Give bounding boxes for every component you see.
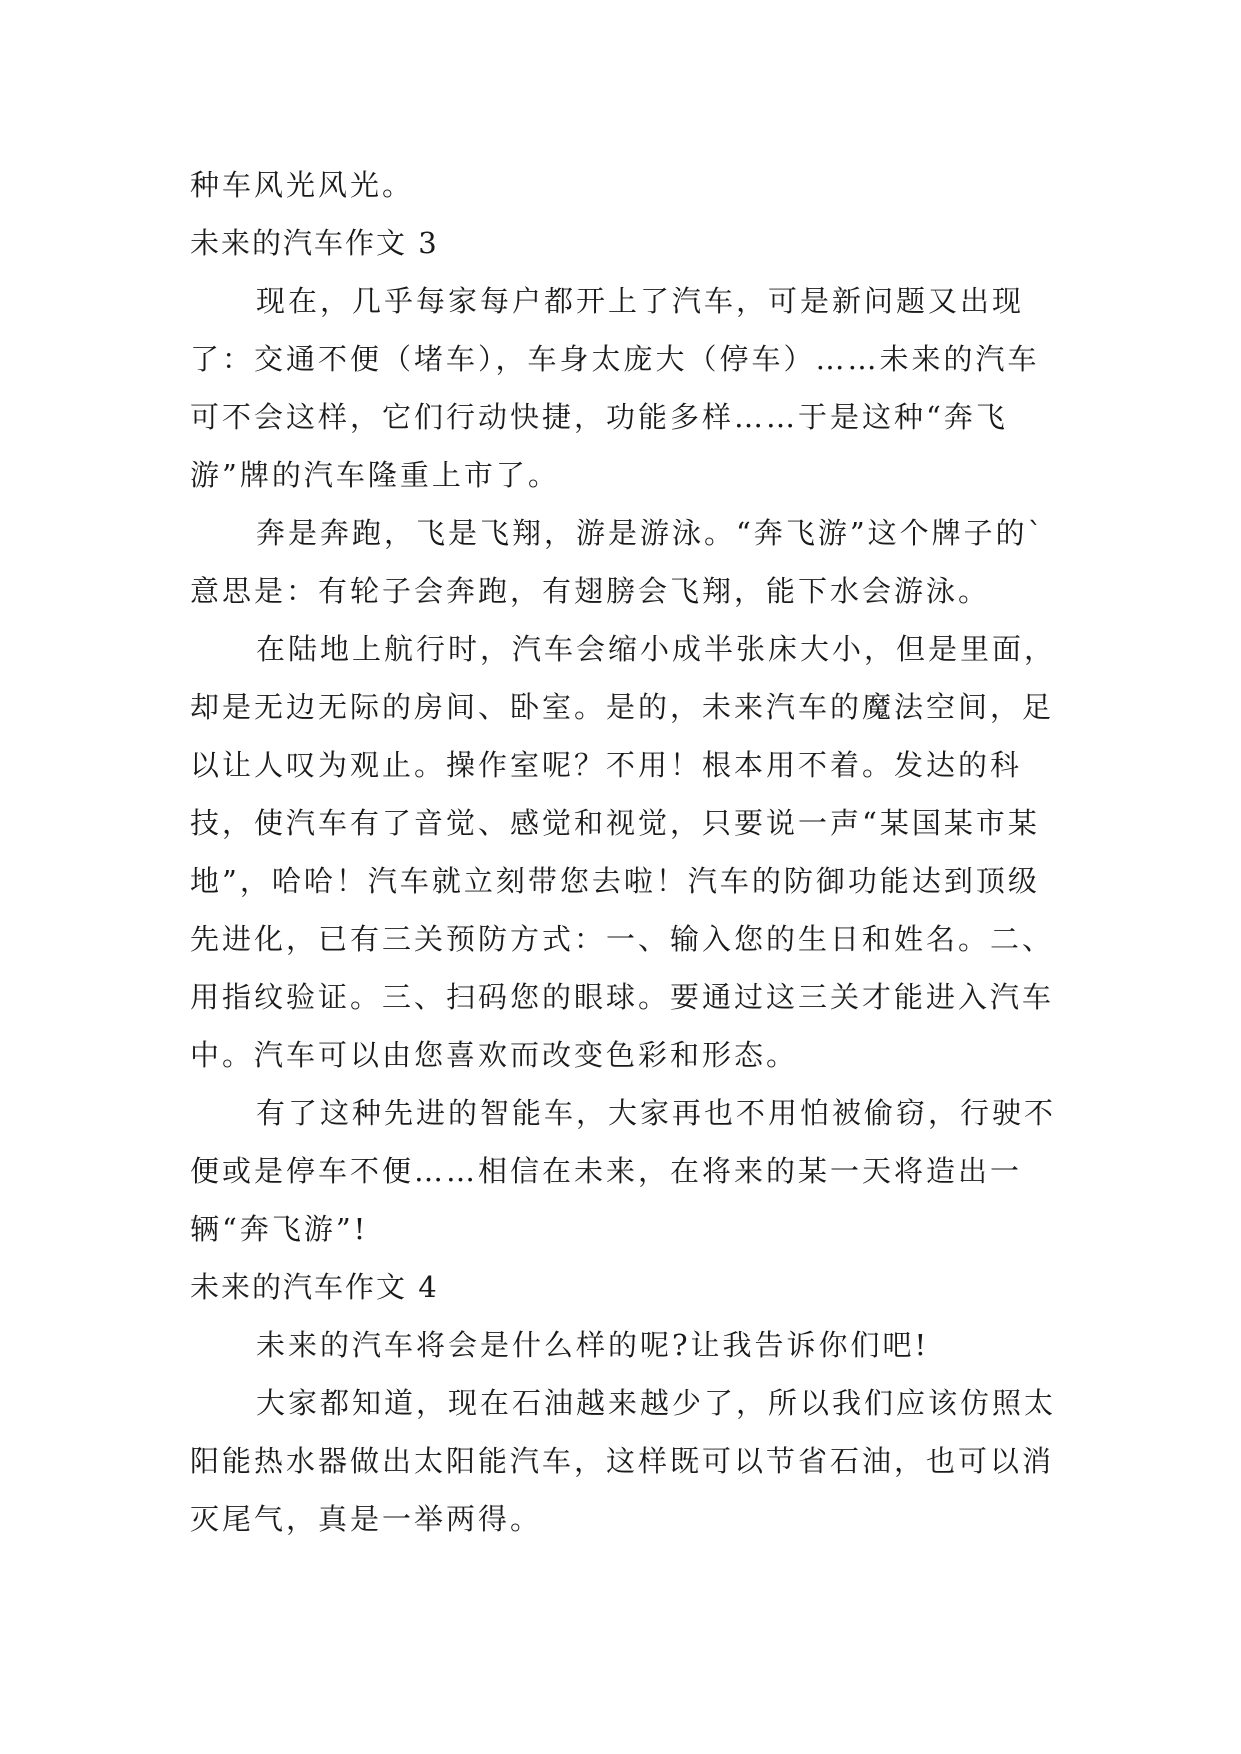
document-body [190,156,1070,1548]
paragraph: 在陆地上航行时，汽车会缩小成半张床大小，但是里面，却是无边无际的房间、卧室。是的，未来汽车的魔法空间，足以让人叹为观止。操作室呢？不用！根本用不着。发达的科技，使汽车有了音觉、感觉和视觉，只要说一声“某国某市某地”，哈哈！汽车就立刻带您去啦！汽车的防御功能达到顶级先进化，已有三关预防方式：一、输入您的生日和姓名。二、用指纹验证。三、扫码您的眼球。要通过这三关才能进入汽车中。汽车可以由您喜欢而改变色彩和形态。 [190,632,1057,1072]
paragraph: 有了这种先进的智能车，大家再也不用怕被偷窃，行驶不便或是停车不便……相信在未来，在将来的某一天将造出一辆“奔飞游”! [190,1096,1057,1246]
paragraph-continuation: 种车风光风光。 [190,168,415,202]
paragraph: 未来的汽车将会是什么样的呢?让我告诉你们吧! [256,1328,930,1362]
paragraph: 奔是奔跑，飞是飞翔，游是游泳。“奔飞游”这个牌子的`意思是：有轮子会奔跑，有翅膀会飞翔，能下水会游泳。 [190,516,1046,608]
essay-heading-4: 未来的汽车作文 4 [190,1270,439,1304]
essay-heading-3: 未来的汽车作文 3 [190,226,439,260]
paragraph: 现在，几乎每家每户都开上了汽车，可是新问题又出现了：交通不便（堵车），车身太庞大（停车）……未来的汽车可不会这样，它们行动快捷，功能多样……于是这种“奔飞游”牌的汽车隆重上市了。 [190,284,1040,492]
paragraph: 大家都知道，现在石油越来越少了，所以我们应该仿照太阳能热水器做出太阳能汽车，这样既可以节省石油，也可以消灭尾气，真是一举两得。 [190,1386,1057,1536]
